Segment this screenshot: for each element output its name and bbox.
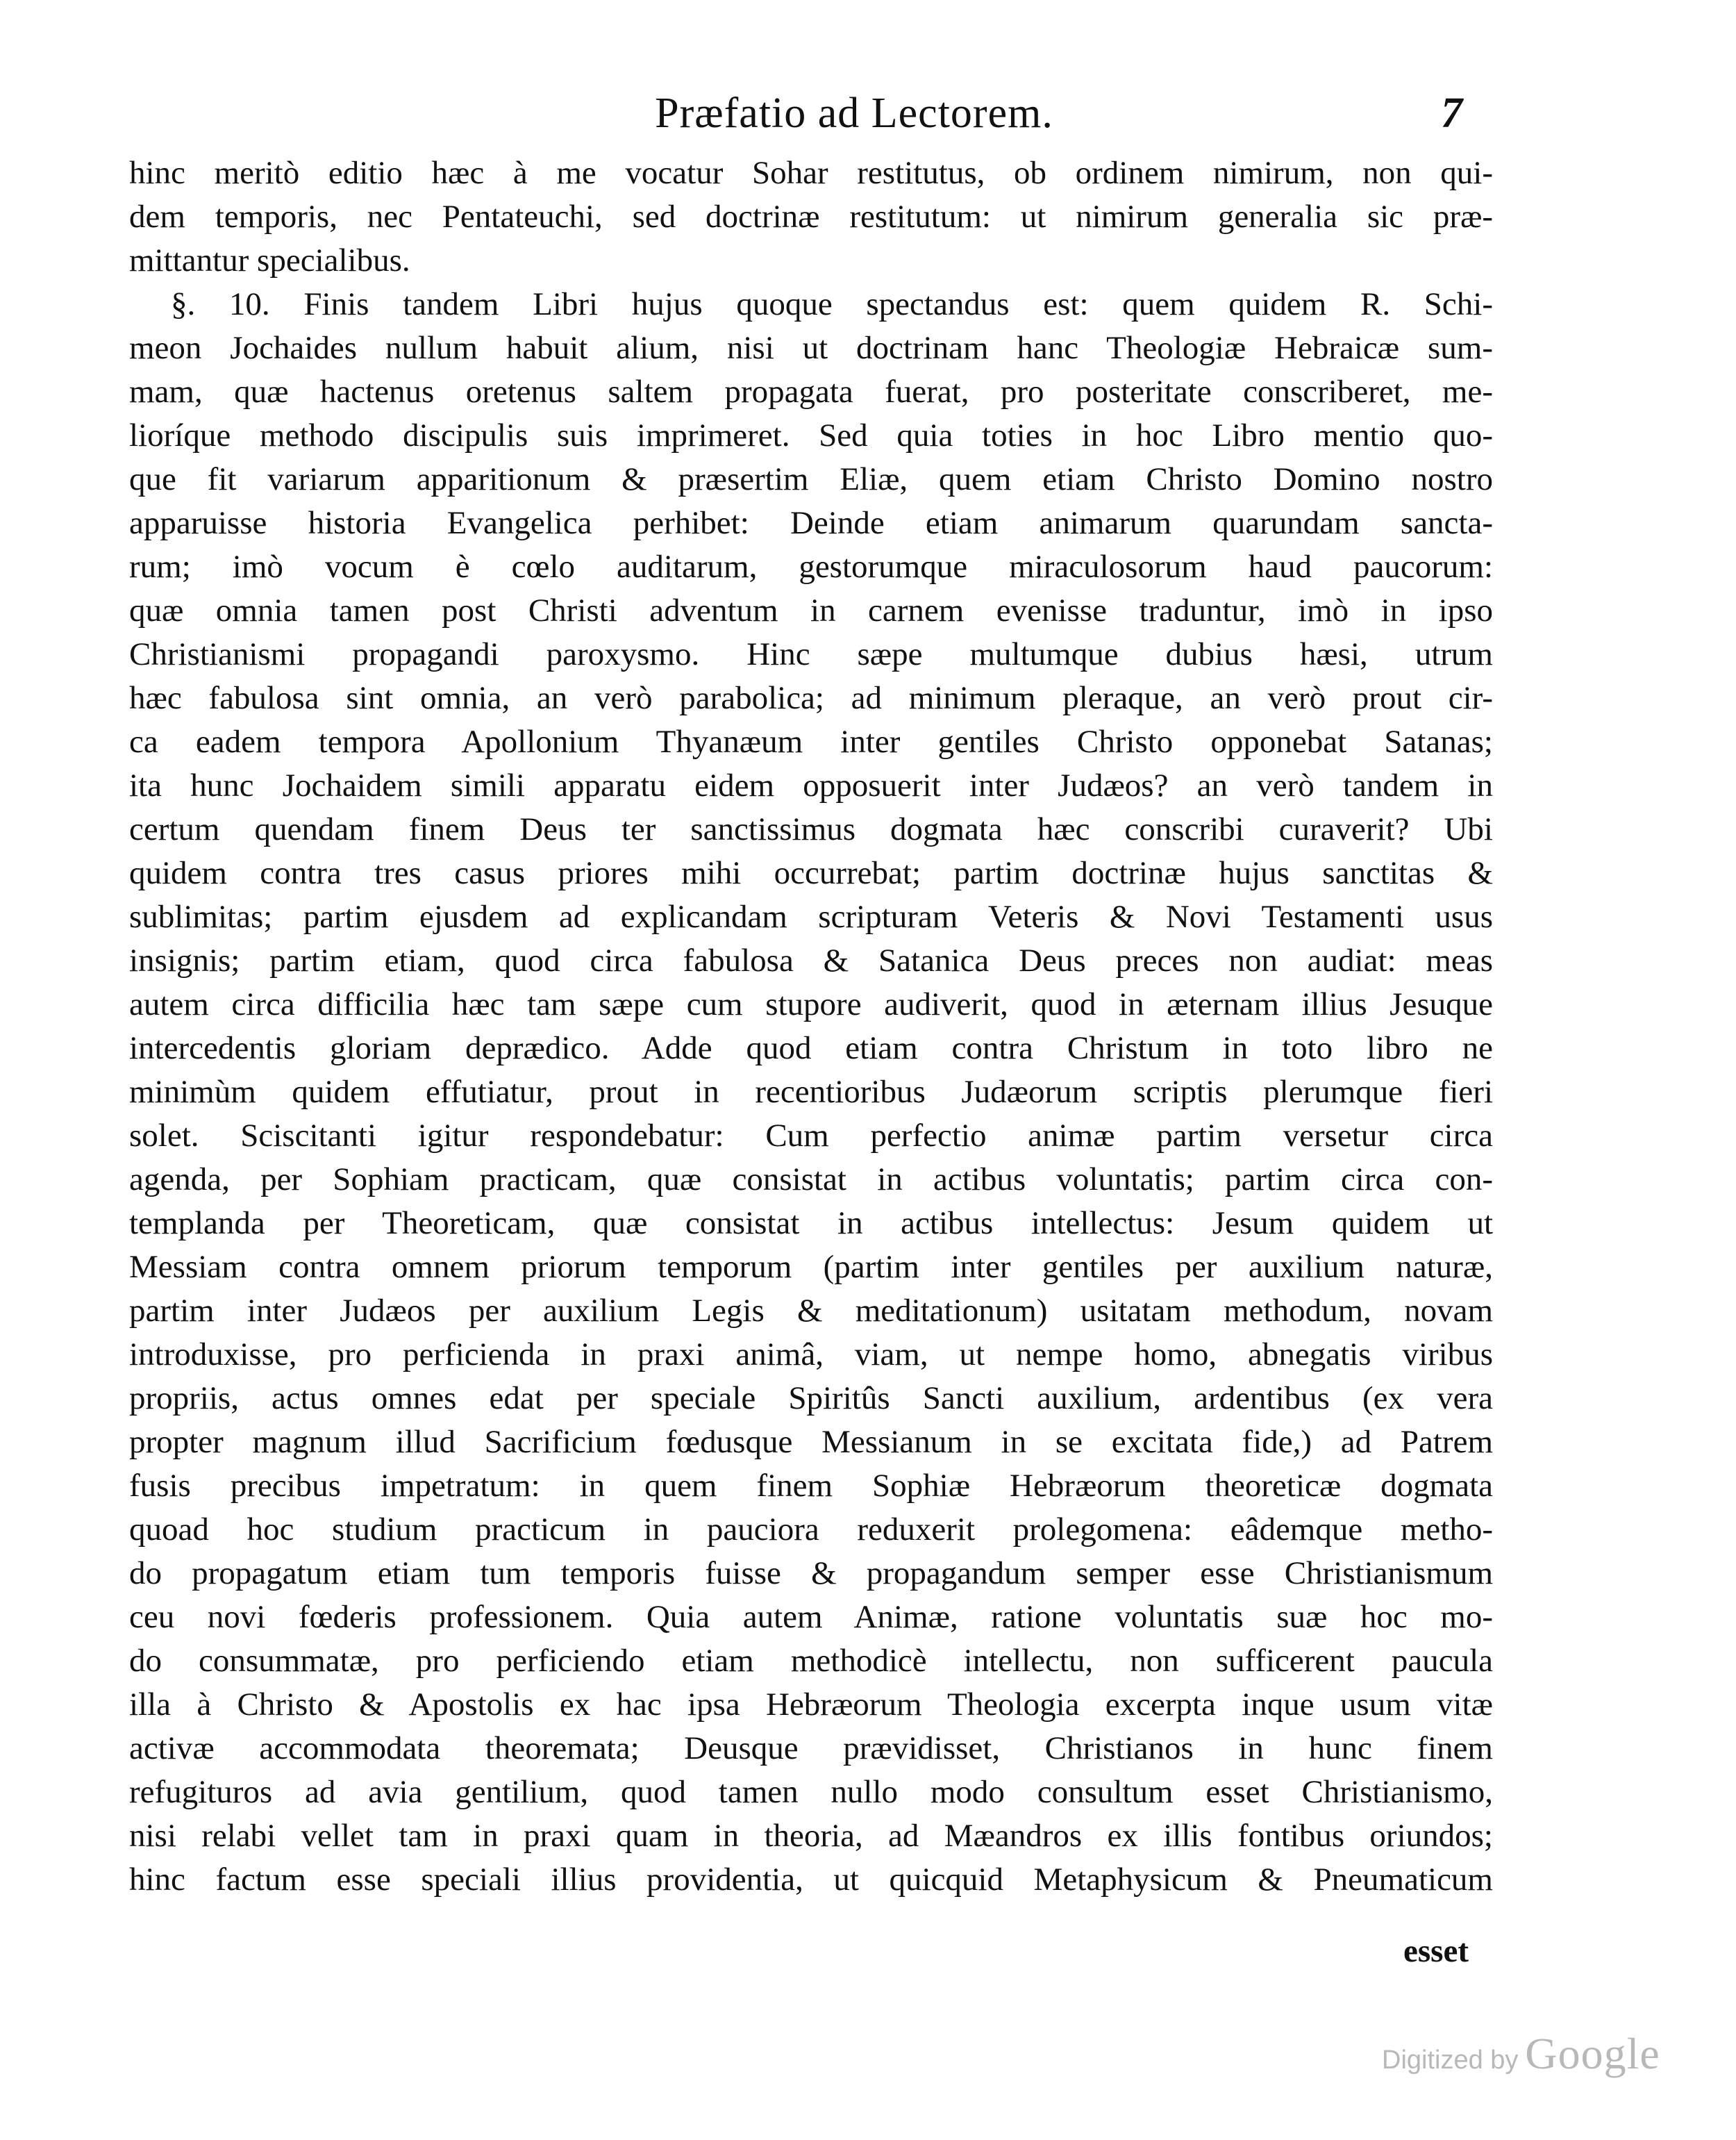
text-line: solet. Sciscitanti igitur respondebatur: Cum perfectio animæ partim versetur circa (129, 1118, 1493, 1154)
text-line: agenda, per Sophiam practicam, quæ consistat in actibus voluntatis; partim circa con- (129, 1161, 1493, 1197)
text-line: que fit variarum apparitionum & præsertim Eliæ, quem etiam Christo Domino nostro (129, 461, 1493, 497)
text-line: refugituros ad avia gentilium, quod tamen nullo modo consultum esset Christianismo, (129, 1774, 1493, 1810)
text-line: apparuisse historia Evangelica perhibet: Deinde etiam animarum quarundam sancta- (129, 505, 1493, 541)
text-line: ceu novi fœderis professionem. Quia autem Animæ, ratione voluntatis suæ hoc mo- (129, 1599, 1493, 1635)
text-line: illa à Christo & Apostolis ex hac ipsa Hebræorum Theologia excerpta inque usum vitæ (129, 1686, 1493, 1723)
running-title: Præfatio ad Lectorem. (655, 90, 1053, 137)
text-line: mam, quæ hactenus oretenus saltem propagata fuerat, pro posteritate conscriberet, me- (129, 374, 1493, 410)
digitized-watermark (1382, 2028, 1708, 2084)
section-start-line: §. 10. Finis tandem Libri hujus quoque spectandus est: quem quidem R. Schi- (171, 286, 1493, 322)
text-line: Christianismi propagandi paroxysmo. Hinc sæpe multumque dubius hæsi, utrum (129, 636, 1493, 672)
text-line: ita hunc Jochaidem simili apparatu eidem opposuerit inter Judæos? an verò tandem in (129, 768, 1493, 804)
text-line: quidem contra tres casus priores mihi occurrebat; partim doctrinæ hujus sanctitas & (129, 855, 1493, 891)
text-line: dem temporis, nec Pentateuchi, sed doctrinæ restitutum: ut nimirum generalia sic præ- (129, 199, 1493, 235)
catchword: esset (1403, 1933, 1469, 1969)
text-line: intercedentis gloriam deprædico. Adde quod etiam contra Christum in toto libro ne (129, 1030, 1493, 1066)
text-line: quæ omnia tamen post Christi adventum in carnem evenisse traduntur, imò in ipso (129, 592, 1493, 629)
text-line: rum; imò vocum è cœlo auditarum, gestorumque miraculosorum haud paucorum: (129, 549, 1493, 585)
text-line: minimùm quidem effutiatur, prout in recentioribus Judæorum scriptis plerumque fieri (129, 1074, 1493, 1110)
text-line: fusis precibus impetratum: in quem finem Sophiæ Hebræorum theoreticæ dogmata (129, 1468, 1493, 1504)
text-line: propriis, actus omnes edat per speciale Spiritûs Sancti auxilium, ardentibus (ex vera (129, 1380, 1493, 1416)
text-line: templanda per Theoreticam, quæ consistat in actibus intellectus: Jesum quidem ut (129, 1205, 1493, 1241)
text-line: ca eadem tempora Apollonium Thyanæum inter gentiles Christo opponebat Satanas; (129, 724, 1493, 760)
text-line: mittantur specialibus. (129, 242, 410, 279)
text-line: partim inter Judæos per auxilium Legis & meditationum) usitatam methodum, novam (129, 1293, 1493, 1329)
text-line: hinc meritò editio hæc à me vocatur Sohar restitutus, ob ordinem nimirum, non qui- (129, 155, 1493, 191)
text-line: hinc factum esse speciali illius providentia, ut quicquid Metaphysicum & Pneumaticum (129, 1861, 1493, 1898)
google-logo: Google (1525, 2029, 1660, 2078)
text-line: hæc fabulosa sint omnia, an verò parabolica; ad minimum pleraque, an verò prout cir- (129, 680, 1493, 716)
digitized-by-label: Digitized by (1382, 2046, 1519, 2075)
body-text (129, 151, 1493, 1902)
text-line: insignis; partim etiam, quod circa fabulosa & Satanica Deus preces non audiat: meas (129, 943, 1493, 979)
text-line: do propagatum etiam tum temporis fuisse & propagandum semper esse Christianismum (129, 1555, 1493, 1591)
text-line: sublimitas; partim ejusdem ad explicandam scripturam Veteris & Novi Testamenti usus (129, 899, 1493, 935)
text-line: propter magnum illud Sacrificium fœdusque Messianum in se excitata fide,) ad Patrem (129, 1424, 1493, 1460)
text-line: introduxisse, pro perficienda in praxi animâ, viam, ut nempe homo, abnegatis viribus (129, 1336, 1493, 1372)
page-number: 7 (1441, 90, 1462, 137)
text-line: Messiam contra omnem priorum temporum (partim inter gentiles per auxilium naturæ, (129, 1249, 1493, 1285)
text-line: do consummatæ, pro perficiendo etiam methodicè intellectu, non sufficerent paucula (129, 1643, 1493, 1679)
text-line: nisi relabi vellet tam in praxi quam in theoria, ad Mæandros ex illis fontibus oriundos; (129, 1818, 1493, 1854)
text-line: activæ accommodata theoremata; Deusque prævidisset, Christianos in hunc finem (129, 1730, 1493, 1766)
text-line: certum quendam finem Deus ter sanctissimus dogmata hæc conscribi curaverit? Ubi (129, 811, 1493, 847)
running-header (0, 82, 1736, 144)
text-line: lioríque methodo discipulis suis imprimeret. Sed quia toties in hoc Libro mentio quo- (129, 417, 1493, 454)
text-line: quoad hoc studium practicum in pauciora reduxerit prolegomena: eâdemque metho- (129, 1511, 1493, 1548)
text-line: autem circa difficilia hæc tam sæpe cum stupore audiverit, quod in æternam illius Jesuque (129, 986, 1493, 1022)
text-line: meon Jochaides nullum habuit alium, nisi ut doctrinam hanc Theologiæ Hebraicæ sum- (129, 330, 1493, 366)
